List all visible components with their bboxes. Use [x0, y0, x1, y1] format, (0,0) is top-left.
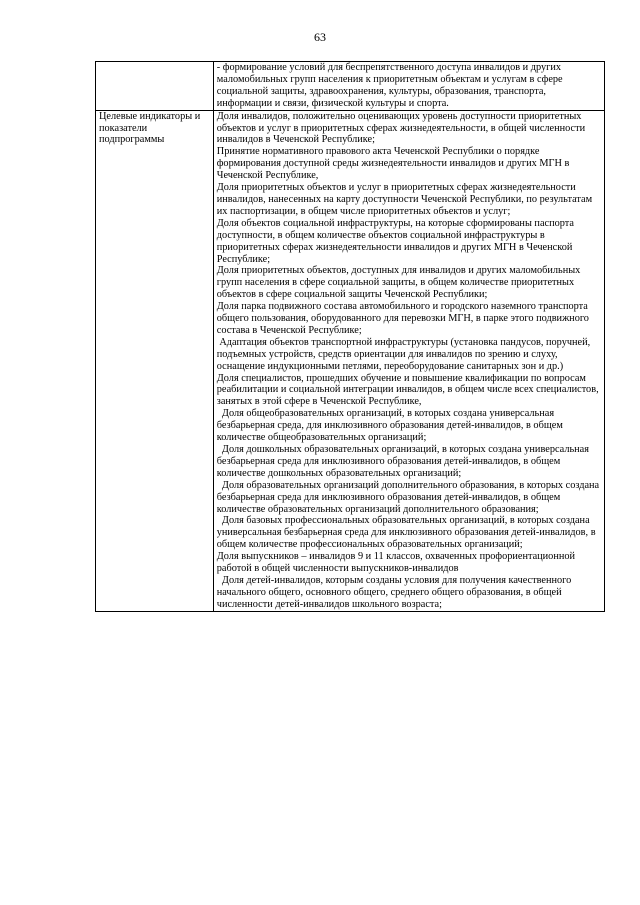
paragraph: Доля образовательных организаций дополнительного образования, в которых создана безбарьерная среда для инклюзивного образования детей-инвалидов, в общем количестве образовательных организаций дополнительного образования; [216, 479, 602, 515]
paragraph: Доля инвалидов, положительно оценивающих уровень доступности приоритетных объектов и услуг в приоритетных сферах жизнедеятельности, в общей численности инвалидов в Чеченской Республике; [216, 110, 588, 146]
row-label-cell [96, 62, 214, 111]
paragraph: Доля специалистов, прошедших обучение и повышение квалификации по вопросам реабилитации и социальной интеграции инвалидов, в общем числе всех специалистов, занятых в этой сфере в Чеченской Республике, [216, 372, 602, 408]
paragraph: Принятие нормативного правового акта Чеченской Республики о порядке формирования доступной среды жизнедеятельности инвалидов и других МГН в Чеченской Республике, [216, 146, 572, 182]
paragraph: Доля выпускников – инвалидов 9 и 11 классов, охваченных профориентационной работой в общей численности выпускников-инвалидов [216, 551, 578, 575]
paragraph: Доля дошкольных образовательных организаций, в которых создана универсальная безбарьерная среда для инклюзивного образования детей-инвалидов, в общем количестве дошкольных образовательных организаций; [216, 444, 592, 479]
table-row [96, 110, 605, 611]
paragraph: Доля приоритетных объектов, доступных для инвалидов и других маломобильных групп населения в сфере социальной защиты, в общем количестве приоритетных объектов в сфере социальной защиты Чеченской Республики; [216, 265, 583, 301]
paragraph: Доля парка подвижного состава автомобильного и городского наземного транспорта общего пользования, оборудованного для перевозки МГН, в парке этого подвижного состава в Чеченской Республике; [216, 301, 592, 336]
paragraph: Доля базовых профессиональных образовательных организаций, в которых создана универсальная безбарьерная среда для инклюзивного образования детей-инвалидов, в общем количестве профессиональных образовательных организаций; [216, 515, 599, 551]
row-label-cell: Целевые индикаторы и показатели подпрограммы [96, 110, 214, 611]
paragraph: Адаптация объектов транспортной инфраструктуры (установка пандусов, поручней, подъемных устройств, средств ориентации для инвалидов по зрению и слуху, оснащение индукционными петлями, переоборудование санитарных зон и др.) [216, 336, 593, 372]
paragraph: Доля общеобразовательных организаций, в которых создана универсальная безбарьерная среда, для инклюзивного образования детей-инвалидов, в общем количестве общеобразовательных организаций; [216, 408, 566, 444]
row-content-cell [213, 62, 604, 111]
page-number: 63 [314, 30, 326, 44]
paragraph: Доля объектов социальной инфраструктуры, на которые сформированы паспорта доступности, в общем количестве объектов социальной инфраструктуры в приоритетных сферах жизнедеятельности инвалидов и других МГН в Чеченской Республике; [216, 217, 577, 265]
row-content-cell [213, 110, 604, 611]
program-table [95, 61, 605, 612]
paragraph: - формирование условий для беспрепятственного доступа инвалидов и других маломобильных групп населения к приоритетным объектам и услугам в сфере социальной защиты, здравоохранения, культуры, образования, транспорта, информации и связи, физической культуры и спорта. [216, 62, 566, 109]
paragraph: Доля детей-инвалидов, которым созданы условия для получения качественного начального общего, основного общего, среднего общего образования, в общей численности детей-инвалидов школьного возраста; [216, 574, 574, 610]
paragraph: Доля приоритетных объектов и услуг в приоритетных сферах жизнедеятельности инвалидов, нанесенных на карту доступности Чеченской Республики, по результатам их паспортизации, в общем числе приоритетных объектов и услуг; [216, 182, 595, 217]
table-row [96, 62, 605, 111]
